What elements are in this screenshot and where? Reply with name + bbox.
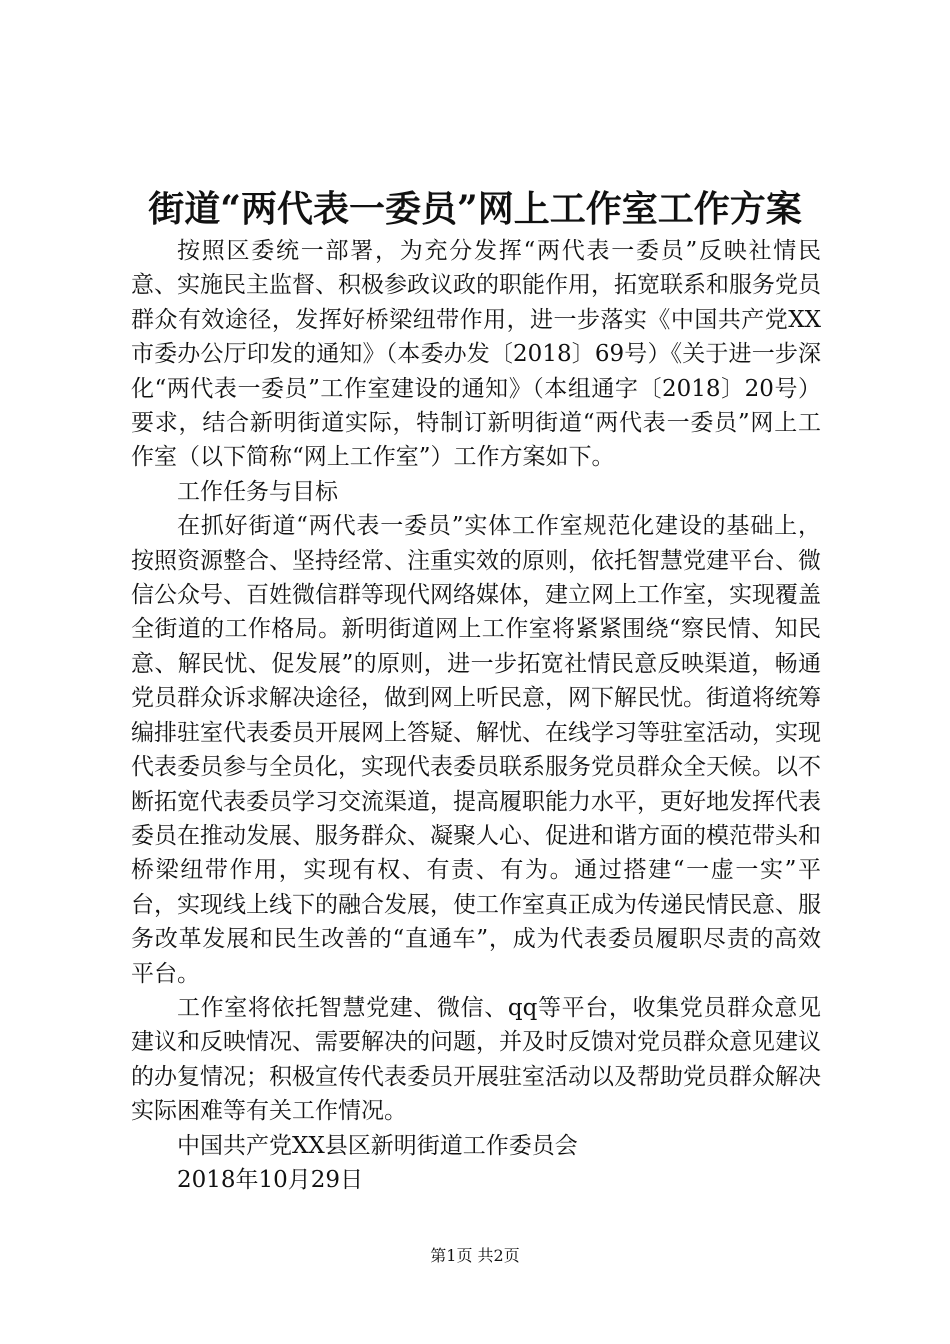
task-paragraph: 在抓好街道“两代表一委员”实体工作室规范化建设的基础上，按照资源整合、坚持经常、注重实效的原则，依托智慧党建平台、微信公众号、百姓微信群等现代网络媒体，建立网上工作室，实现覆盖全街道的工作格局。新明街道网上工作室将紧紧围绕“察民情、知民意、解民忧、促发展”的原则，进一步拓宽社情民意反映渠道，畅通党员群众诉求解决途径，做到网上听民意，网下解民忧。街道将统筹编排驻室代表委员开展网上答疑、解忧、在线学习等驻室活动，实现代表委员参与全员化，实现代表委员联系服务党员群众全天候。以不断拓宽代表委员学习交流渠道，提高履职能力水平，更好地发挥代表委员在推动发展、服务群众、凝聚人心、促进和谐方面的模范带头和桥梁纽带作用，实现有权、有责、有为。通过搭建“一虚一实”平台，实现线上线下的融合发展，使工作室真正成为传递民情民意、服务改革发展和民生改善的“直通车”，成为代表委员履职尽责的高效平台。 [131,513,821,987]
section-heading: 工作任务与目标 [177,478,338,505]
date-line: 2018年10月29日 [177,1166,364,1193]
document-title: 街道“两代表一委员”网上工作室工作方案 [148,188,802,230]
document-body [131,234,821,1197]
signature-line: 中国共产党XX县区新明街道工作委员会 [177,1132,578,1159]
intro-paragraph: 按照区委统一部署，为充分发挥“两代表一委员”反映社情民意、实施民主监督、积极参政议政的职能作用，拓宽联系和服务党员群众有效途径，发挥好桥梁纽带作用，进一步落实《中国共产党XX市委办公厅印发的通知》（本委办发〔2018〕69号）《关于进一步深化“两代表一委员”工作室建设的通知》（本组通字〔2018〕20号）要求，结合新明街道实际，特制订新明街道“两代表一委员”网上工作室（以下简称“网上工作室”）工作方案如下。 [131,238,821,471]
platform-paragraph: 工作室将依托智慧党建、微信、qq等平台，收集党员群众意见建议和反映情况、需要解决的问题，并及时反馈对党员群众意见建议的办复情况；积极宣传代表委员开展驻室活动以及帮助党员群众解决实际困难等有关工作情况。 [131,994,821,1125]
page-footer: 第1页 共2页 [430,1246,520,1265]
